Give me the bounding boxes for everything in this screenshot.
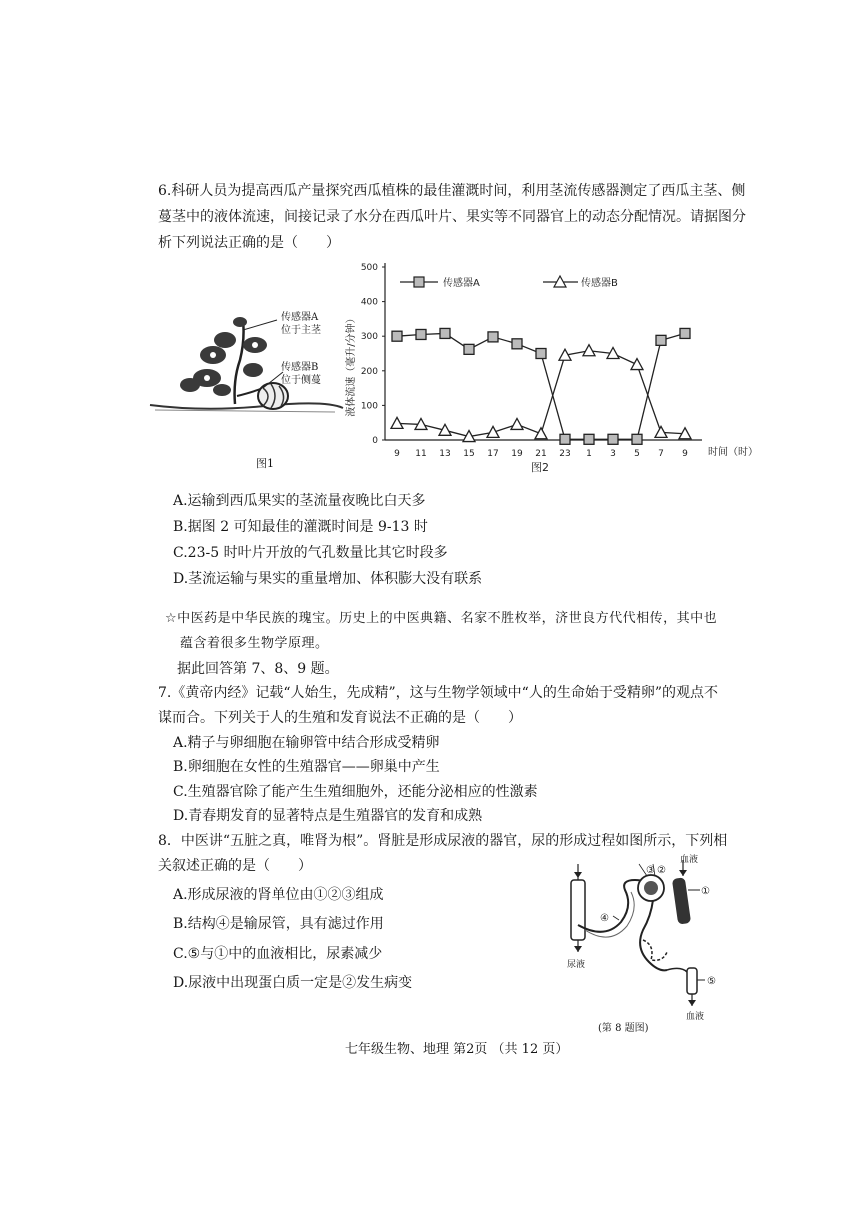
- figure-8-nephron-diagram: [555, 850, 730, 1020]
- chart-y-ticks: [361, 263, 385, 446]
- intro-line2: 蕴含着很多生物学原理。: [180, 636, 329, 651]
- x-tick-label: 21: [535, 449, 547, 459]
- data-point-a: [464, 344, 474, 354]
- q7-option-d: D.青春期发育的显著特点是生殖器官的发育和成熟: [173, 808, 483, 824]
- x-tick-label: 19: [511, 449, 523, 459]
- data-point-a: [488, 332, 498, 342]
- q7-option-b: B.卵细胞在女性的生殖器官——卵巢中产生: [173, 759, 440, 775]
- q8-option-b: B.结构④是输尿管，具有滤过作用: [173, 916, 384, 932]
- legend-a-label: 传感器A: [443, 278, 480, 289]
- q6-option-b: B.据图 2 可知最佳的灌溉时间是 9-13 时: [173, 519, 428, 535]
- q8-option-a: A.形成尿液的肾单位由①②③组成: [173, 887, 384, 903]
- fig8-label-5: ⑤: [707, 976, 716, 987]
- q7-option-a: A.精子与卵细胞在输卵管中结合形成受精卵: [173, 735, 440, 751]
- fig8-label-4: ④: [600, 913, 609, 924]
- sensor-a-label-line2: 位于主茎: [281, 325, 321, 336]
- x-tick-label: 1: [586, 449, 592, 459]
- fig8-label-3: ③: [646, 865, 655, 876]
- chart-x-axis-label: 时间（时）: [708, 447, 758, 458]
- data-point-a: [392, 331, 402, 341]
- legend-a-marker: [414, 277, 424, 287]
- q6-stem-line2: 蔓茎中的液体流速，间接记录了水分在西瓜叶片、果实等不同器官上的动态分配情况。请据图分: [158, 209, 746, 225]
- x-tick-label: 9: [682, 449, 688, 459]
- data-point-a: [584, 434, 594, 444]
- y-tick-label: 400: [360, 297, 378, 308]
- data-point-b: [511, 418, 523, 429]
- q6-stem-line3: 析下列说法正确的是（ ）: [158, 235, 340, 251]
- y-tick-label: 300: [360, 332, 378, 343]
- x-tick-label: 23: [559, 449, 571, 459]
- data-point-a: [632, 434, 642, 444]
- y-tick-label: 500: [360, 263, 378, 273]
- data-point-a: [512, 339, 522, 349]
- chart-legend: [400, 276, 618, 289]
- data-point-a: [416, 329, 426, 339]
- y-tick-label: 100: [360, 401, 378, 412]
- fig8-urine-label: 尿液: [567, 960, 586, 970]
- sensor-a-label-line1: 传感器A: [281, 312, 319, 323]
- legend-b-label: 传感器B: [581, 278, 618, 289]
- q8-option-c: C.⑤与①中的血液相比，尿素减少: [173, 946, 383, 962]
- fig8-blood-bottom-label: 血液: [686, 1012, 705, 1022]
- data-point-a: [680, 328, 690, 338]
- figure-1-caption: 图1: [256, 457, 274, 470]
- chart-series: [391, 328, 691, 444]
- q6-option-a: A.运输到西瓜果实的茎流量夜晚比白天多: [173, 493, 426, 509]
- x-tick-label: 5: [634, 449, 640, 459]
- fig8-blood-top-label: 血液: [680, 855, 699, 865]
- page-footer: 七年级生物、地理 第2页 （共 12 页）: [345, 1042, 569, 1057]
- chart-y-axis-label: 液体流速（毫升/分钟）: [346, 313, 357, 417]
- series-line-b: [397, 351, 685, 437]
- x-tick-label: 11: [415, 449, 427, 459]
- x-tick-label: 3: [610, 449, 616, 459]
- q6-option-d: D.茎流运输与果实的重量增加、体积膨大没有联系: [173, 571, 483, 587]
- data-point-b: [631, 359, 643, 370]
- data-point-b: [535, 428, 547, 439]
- data-point-a: [608, 434, 618, 444]
- x-tick-label: 15: [463, 449, 475, 459]
- fig8-caption: (第 8 题图): [598, 1023, 649, 1034]
- q7-stem-line2: 谋而合。下列关于人的生殖和发育说法不正确的是（ ）: [158, 710, 522, 726]
- q6-stem-line1: 6.科研人员为提高西瓜产量探究西瓜植株的最佳灌溉时间，利用茎流传感器测定了西瓜主茎、侧: [158, 183, 746, 199]
- intro-line3: 据此回答第 7、8、9 题。: [177, 661, 339, 677]
- q7-option-c: C.生殖器官除了能产生生殖细胞外，还能分泌相应的性激素: [173, 784, 538, 800]
- data-point-a: [440, 328, 450, 338]
- x-tick-label: 7: [658, 449, 664, 459]
- data-point-b: [655, 426, 667, 437]
- q8-stem-line2: 关叙述正确的是（ ）: [158, 858, 312, 874]
- fig8-label-2: ②: [657, 865, 666, 876]
- q8-option-d: D.尿液中出现蛋白质一定是②发生病变: [173, 975, 413, 991]
- data-point-b: [391, 417, 403, 428]
- fig8-label-1: ①: [701, 886, 710, 897]
- data-point-b: [487, 426, 499, 437]
- chart-x-ticks: [394, 449, 688, 459]
- q6-option-c: C.23-5 时叶片开放的气孔数量比其它时段多: [173, 545, 448, 561]
- data-point-b: [583, 345, 595, 356]
- data-point-a: [560, 434, 570, 444]
- x-tick-label: 13: [439, 449, 451, 459]
- sensor-b-label-line2: 位于侧蔓: [281, 375, 321, 386]
- y-tick-label: 0: [372, 436, 378, 446]
- data-point-a: [656, 335, 666, 345]
- x-tick-label: 17: [487, 449, 499, 459]
- data-point-a: [536, 349, 546, 359]
- chart-caption: 图2: [531, 461, 549, 474]
- intro-line1: ☆中医药是中华民族的瑰宝。历史上的中医典籍、名家不胜枚举，济世良方代代相传，其中也: [165, 611, 718, 626]
- q7-stem-line1: 7.《黄帝内经》记载“人始生，先成精”，这与生物学领域中“人的生命始于受精卵”的观点不: [158, 685, 718, 701]
- x-tick-label: 9: [394, 449, 400, 459]
- y-tick-label: 200: [360, 366, 378, 377]
- sensor-b-label-line1: 传感器B: [281, 362, 319, 373]
- figure-2-line-chart: [340, 255, 760, 477]
- q8-stem-line1: 8．中医讲“五脏之真，唯肾为根”。肾脏是形成尿液的器官，尿的形成过程如图所示，下列相: [158, 833, 728, 849]
